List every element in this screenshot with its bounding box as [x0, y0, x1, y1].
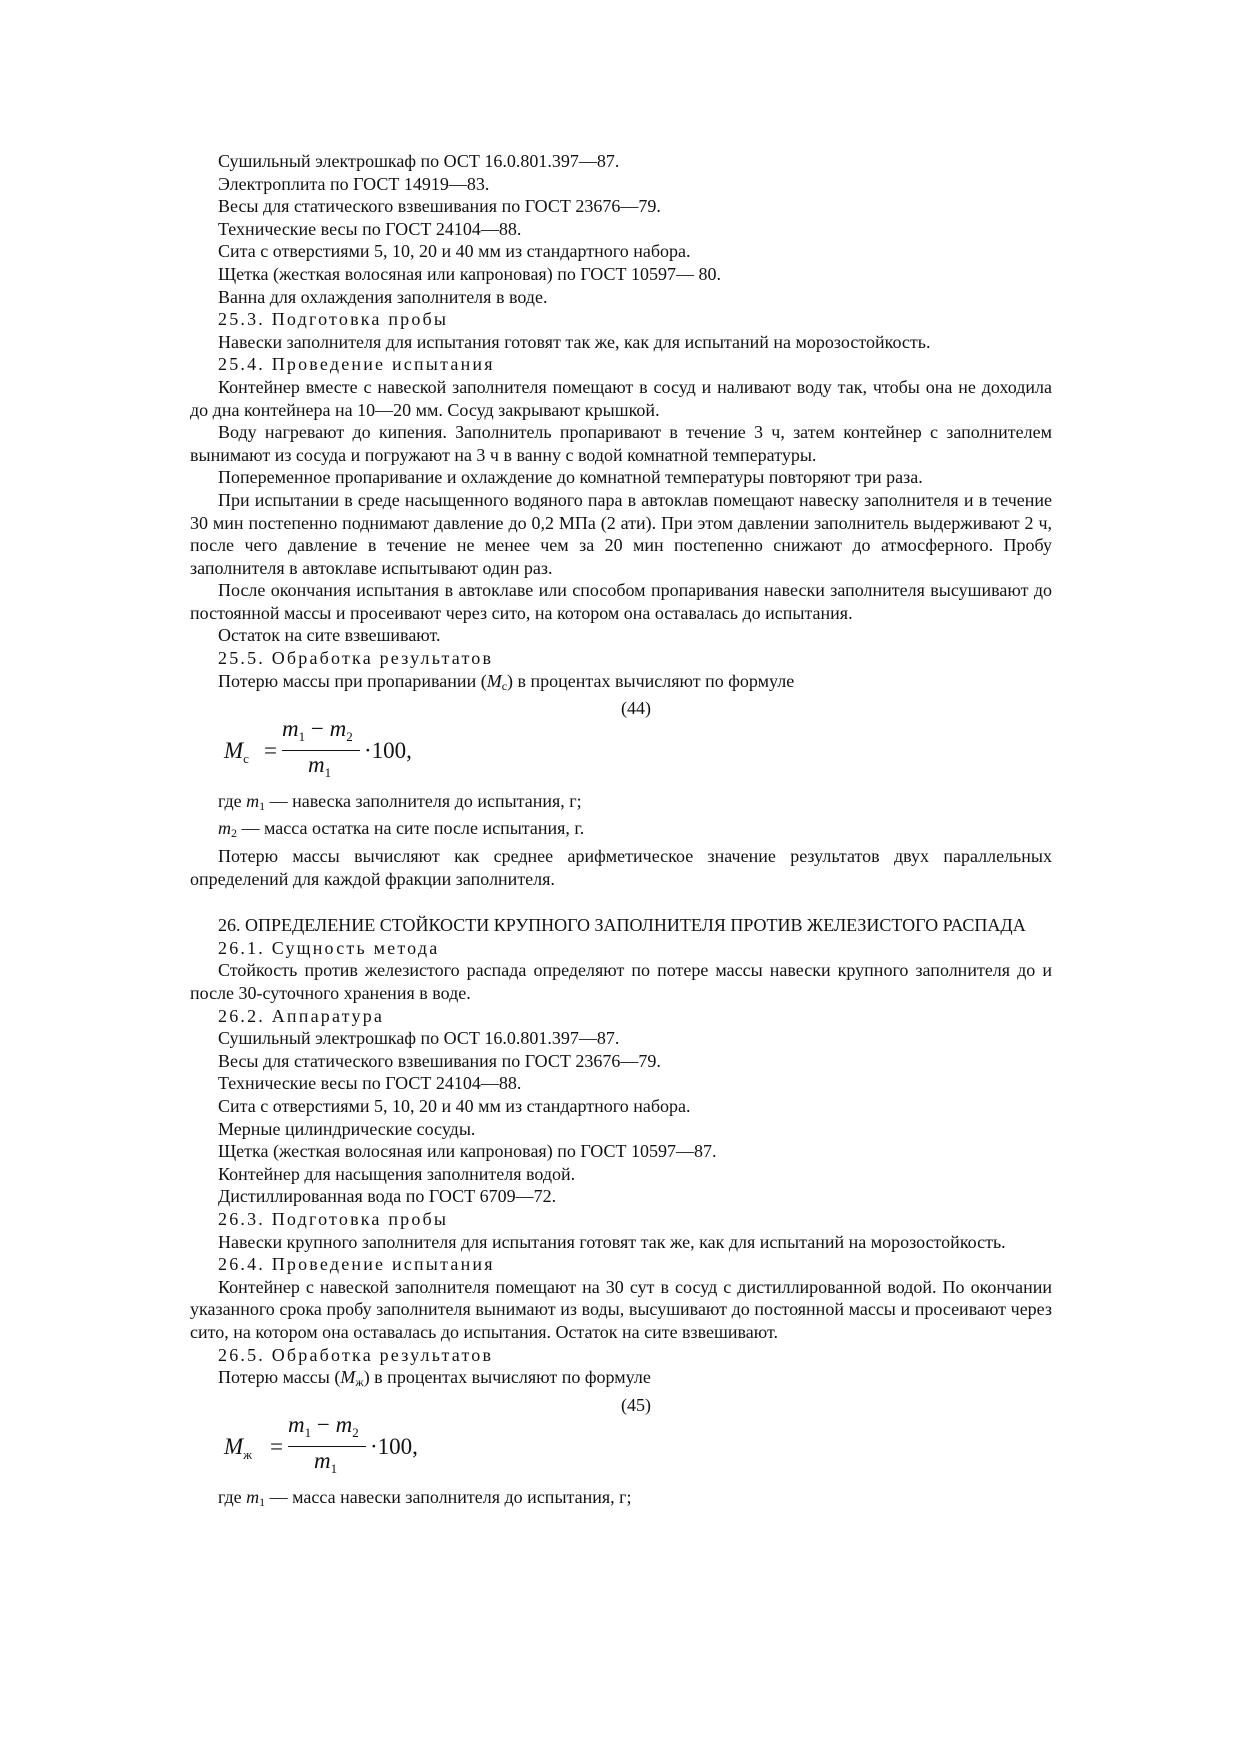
section-gap	[190, 890, 1052, 914]
equipment-list-26	[190, 1027, 1052, 1208]
formula-44	[190, 715, 1052, 788]
formula-45	[190, 1412, 1052, 1484]
equation-number: (45)	[621, 1394, 651, 1415]
formula-lhs: $M_c$	[224, 737, 249, 766]
document-page	[190, 150, 1052, 1514]
where-clause: где m1 — масса навески заполнителя до испытания, г;	[218, 1487, 632, 1510]
paragraph: Контейнер вместе с навеской заполнителя помещают в сосуд и наливают воду так, чтобы она не доходила до дна контейнера на 10—20 мм. Сосуд закрывают крышкой.	[190, 376, 1052, 420]
formula-intro: Потерю массы при пропаривании (Mс) в процентах вычисляют по формуле	[218, 670, 795, 693]
formula-denominator: $m_1$	[308, 751, 332, 780]
where-clause: m2 — масса остатка на сите после испытания, г.	[218, 818, 585, 841]
section-heading-26-2: 26.2. Аппаратура	[218, 1005, 385, 1026]
formula-multiplier: ·100,	[364, 737, 412, 763]
list-item: Дистиллированная вода по ГОСТ 6709—72.	[218, 1186, 557, 1207]
paragraph: Попеременное пропаривание и охлаждение до комнатной температуры повторяют три раза.	[218, 467, 923, 488]
list-item: Технические весы по ГОСТ 24104—88.	[218, 1073, 522, 1094]
fraction-bar	[288, 1446, 366, 1447]
list-item: Щетка (жесткая волосяная или капроновая) по ГОСТ 10597—87.	[218, 1141, 717, 1162]
paragraph: Стойкость против железистого распада определяют по потере массы навески крупного заполнителя до и после 30-суточного хранения в воде.	[190, 960, 1052, 1003]
paragraph: После окончания испытания в автоклаве или способом пропаривания навески заполнителя высушивают до постоянной массы и просеивают через сито, на котором она оставалась до испытания.	[190, 580, 1052, 623]
list-item: Сушильный электрошкаф по ОСТ 16.0.801.397—87.	[218, 1028, 620, 1049]
equals-sign: =	[270, 1434, 283, 1460]
formula-numerator: $m_1 - m_2$	[282, 715, 353, 744]
paragraph: При испытании в среде насыщенного водяного пара в автоклав помещают навеску заполнителя и в течение 30 мин постепенно поднимают давление до 0,2 МПа (2 ати). При этом давлении заполнитель выдерживают 2 ч, после чего давление в течение не менее чем за 20 мин постепенно снижают до атмосферного. Пробу заполнителя в автоклаве испытывают один раз.	[190, 489, 1052, 578]
section-heading-26-3: 26.3. Подготовка пробы	[218, 1208, 449, 1229]
equipment-list-25	[190, 150, 1052, 308]
list-item: Весы для статического взвешивания по ГОСТ 23676—79.	[218, 1050, 661, 1071]
list-item: Электроплита по ГОСТ 14919—83.	[218, 173, 490, 194]
list-item: Сита с отверстиями 5, 10, 20 и 40 мм из стандартного набора.	[218, 1095, 691, 1116]
section-heading-26-4: 26.4. Проведение испытания	[218, 1254, 495, 1275]
list-item: Щетка (жесткая волосяная или капроновая) по ГОСТ 10597— 80.	[218, 263, 722, 284]
paragraph: Навески крупного заполнителя для испытания готовят так же, как для испытаний на морозостойкость.	[218, 1231, 1006, 1252]
list-item: Технические весы по ГОСТ 24104—88.	[218, 218, 522, 239]
list-item: Мерные цилиндрические сосуды.	[218, 1118, 476, 1139]
list-item: Контейнер для насыщения заполнителя водой.	[218, 1163, 576, 1184]
formula-multiplier: ·100,	[370, 1434, 418, 1460]
section-title-26: 26. ОПРЕДЕЛЕНИЕ СТОЙКОСТИ КРУПНОГО ЗАПОЛНИТЕЛЯ ПРОТИВ ЖЕЛЕЗИСТОГО РАСПАДА	[218, 915, 1026, 936]
formula-lhs: $M_ж$	[224, 1434, 253, 1463]
formula-intro: Потерю массы (Mж) в процентах вычисляют по формуле	[218, 1367, 651, 1390]
list-item: Весы для статического взвешивания по ГОСТ 23676—79.	[218, 196, 661, 217]
paragraph: Воду нагревают до кипения. Заполнитель пропаривают в течение 3 ч, затем контейнер с заполнителем вынимают из сосуда и погружают на 3 ч в ванну с водой комнатной температуры.	[190, 422, 1052, 465]
section-heading-25-3: 25.3. Подготовка пробы	[218, 309, 449, 330]
paragraph: Потерю массы вычисляют как среднее арифметическое значение результатов двух параллельных определений для каждой фракции заполнителя.	[190, 846, 1052, 889]
where-clause: где m1 — навеска заполнителя до испытания, г;	[218, 790, 582, 813]
paragraph: Остаток на сите взвешивают.	[218, 625, 441, 646]
section-heading-25-5: 25.5. Обработка результатов	[218, 648, 494, 669]
list-item: Сушильный электрошкаф по ОСТ 16.0.801.397—87.	[218, 151, 620, 171]
equals-sign: =	[264, 737, 277, 763]
equation-number: (44)	[621, 698, 651, 719]
formula-denominator: $m_1$	[314, 1448, 338, 1477]
section-heading-25-4: 25.4. Проведение испытания	[218, 354, 495, 375]
fraction-bar	[282, 750, 360, 751]
list-item: Сита с отверстиями 5, 10, 20 и 40 мм из стандартного набора.	[218, 241, 691, 262]
list-item: Ванна для охлаждения заполнителя в воде.	[218, 286, 548, 307]
section-heading-26-5: 26.5. Обработка результатов	[218, 1344, 494, 1365]
paragraph: Навески заполнителя для испытания готовят так же, как для испытаний на морозостойкость.	[218, 331, 931, 352]
section-heading-26-1: 26.1. Сущность метода	[218, 937, 440, 958]
paragraph: Контейнер с навеской заполнителя помещают на 30 сут в сосуд с дистиллированной водой. По окончании указанного срока пробу заполнителя вынимают из воды, высушивают до постоянной массы и просеивают через сито, на котором она оставалась до испытания. Остаток на сите взвешивают.	[190, 1276, 1052, 1342]
formula-numerator: $m_1 - m_2$	[288, 1412, 359, 1441]
